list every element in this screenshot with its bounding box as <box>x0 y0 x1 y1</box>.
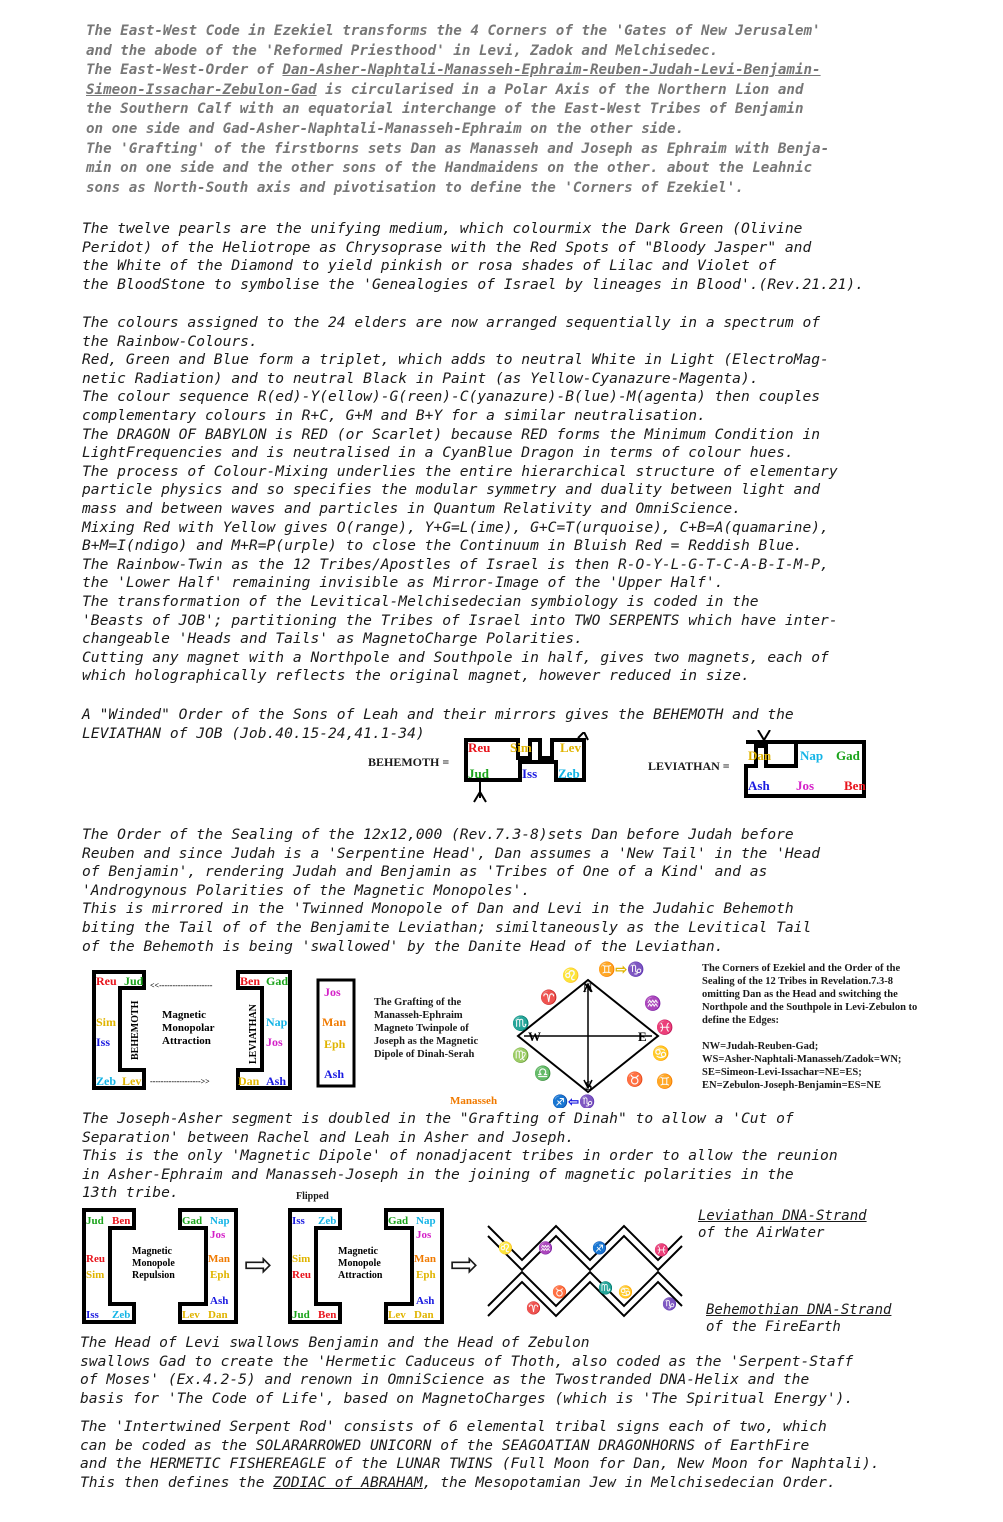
text-line: Mixing Red with Yellow gives O(range), Y+G=L(ime), G+C=T(urquoise), C+B=A(quamarine), <box>82 518 829 536</box>
text-line: The Order of the Sealing of the 12x12,000 (Rev.7.3-8)sets Dan before Judah before <box>82 826 794 843</box>
text-line: the 'Lower Half' remaining invisible as Mirror-Image of the 'Upper Half'. <box>82 574 724 592</box>
leo-icon: ♌ <box>562 969 580 984</box>
tribe-ben: Ben <box>112 1215 131 1227</box>
intro-line: The East-West-Order of Dan-Asher-Naphtali-Manasseh-Ephraim-Reuben-Judah-Levi-Benjamin- <box>86 62 821 79</box>
behemoth-serpent-diagram <box>460 732 590 804</box>
text-line: Separation' between Rachel and Leah in Asher and Joseph. <box>82 1128 575 1146</box>
tribe-jud: Jud <box>292 1309 310 1321</box>
text-line: Peridot) of the Heliotrope as Chrysoprase with the Red Spots of "Bloody Jasper" and <box>82 238 812 256</box>
intro-line: Simeon-Issachar-Zebulon-Gad is circularised in a Polar Axis of the Northern Lion and <box>86 81 804 98</box>
tribe-gad: Gad <box>388 1215 409 1227</box>
tribe-lev: Lev <box>560 740 581 755</box>
text-line: biting the Tail of of the Benjamite Leviathan; similtaneously as the Levitical Tail <box>82 918 812 936</box>
east-label: E <box>638 1029 647 1044</box>
text-line: the Rainbow-Colours. <box>82 332 258 350</box>
tribe-dan: Dan <box>748 748 772 763</box>
tribe-iss: Iss <box>522 766 538 781</box>
arrow-bottom: ------------------->> <box>150 1077 210 1086</box>
north-label: N <box>583 980 593 995</box>
scorpio-icon: ♏ <box>512 1017 530 1032</box>
monopolar-attraction-diagram <box>90 968 300 1094</box>
text-line: The Rainbow-Twin as the 12 Tribes/Apostles of Israel is then R-O-Y-L-G-T-C-A-B-I-M-P, <box>82 555 829 573</box>
tribe-ash: Ash <box>416 1295 435 1307</box>
tribe-man: Man <box>322 1015 346 1029</box>
text-line: The 'Intertwined Serpent Rod' consists of 6 elemental tribal signs each of two, which <box>80 1418 827 1435</box>
text-line: LEVIATHAN of JOB (Job.40.15-24,41.1-34) <box>82 724 425 742</box>
text-line: The DRAGON OF BABYLON is RED (or Scarlet) because RED forms the Minimum Condition in <box>82 425 821 443</box>
behemoth-label: BEHEMOTH = <box>368 755 450 769</box>
ezekiel-corners-compass <box>450 960 690 1108</box>
dna-helix-diagram <box>482 1212 692 1330</box>
tribe-reu: Reu <box>468 740 491 755</box>
leviathan-dna-label: Leviathan DNA-Strand of the AirWater <box>698 1208 867 1241</box>
flipped-label: Flipped <box>296 1191 329 1202</box>
monopolar-caption: Magnetic <box>162 1009 206 1021</box>
tribe-jos: Jos <box>416 1229 432 1241</box>
grafting-caption: The Grafting of the Manasseh-Ephraim Magneto Twinpole of Joseph as the Magnetic Dipole of Dinah-Serah <box>374 997 479 1060</box>
leviathan-serpent-diagram <box>740 730 872 802</box>
intro-line: sons as North-South axis and pivotisation to define the 'Corners of Ezekiel'. <box>86 179 744 196</box>
tribe-ash: Ash <box>324 1067 345 1081</box>
south-label: S <box>585 1078 593 1093</box>
tribe-nap: Nap <box>416 1215 436 1227</box>
tribe-ash: Ash <box>266 1074 287 1088</box>
aries-icon: ♈ <box>526 1301 541 1315</box>
corners-caption: The Corners of Ezekiel and the Order of the Sealing of the 12 Tribes in Revelation.7.3-8 omitting Dan as the Head and switching the Northpole and the Southpole in Levi-Zebulon to define the Edges: NW=Judah-Reuben-Gad; WS=Asher-Naphtali-Manasseh/Zadok=WN; SE=Simeon-Levi-Issachar=NE=ES; EN=Zebulon-Joseph-Benjamin=ES=NE <box>702 963 918 1091</box>
text-line: the BloodStone to symbolise the 'Genealogies of Israel by lineages in Blood'.(Rev.21.21). <box>82 275 864 293</box>
text-line: 'Androgynous Polarities of the Magnetic Monopoles'. <box>82 881 531 899</box>
text-line: netic Radiation) and to neutral Black in Paint (as Yellow-Cyanazure-Magenta). <box>82 369 759 387</box>
tribe-jud: Jud <box>124 974 144 988</box>
text-line: of Moses' (Ex.4.2-5) and renown in OmniScience as the Twostranded DNA-Helix and the <box>80 1371 810 1389</box>
west-label: W <box>528 1029 541 1044</box>
tribe-ben: Ben <box>240 974 261 988</box>
leviathan-vertical-label: LEVIATHAN <box>248 1004 259 1064</box>
text-line: Red, Green and Blue form a triplet, which adds to neutral White in Light (ElectroMag- <box>82 351 829 369</box>
arrow-right-icon: ⇨ <box>450 1245 479 1285</box>
capricorn-icon: ♑ <box>662 1297 677 1311</box>
pisces-icon: ♓ <box>656 1021 674 1036</box>
text-line: The colours assigned to the 24 elders are now arranged sequentially in a spectrum of <box>82 314 821 331</box>
monopole-attraction-flipped-diagram <box>288 1206 448 1326</box>
cancer-icon: ♋ <box>618 1285 633 1299</box>
text-line: LightFrequencies and is neutralised in a CyanBlue Dragon in terms of colour hues. <box>82 444 794 462</box>
tribe-dan: Dan <box>414 1309 434 1321</box>
aries-icon: ♈ <box>540 991 558 1006</box>
tribe-iss: Iss <box>292 1215 305 1227</box>
intro-line: and the abode of the 'Reformed Priesthood' in Levi, Zadok and Melchisedec. <box>86 42 719 59</box>
intro-line: The 'Grafting' of the firstborns sets Dan as Manasseh and Joseph as Ephraim with Benja- <box>86 140 830 157</box>
arrow-right-icon: ⇨ <box>244 1245 273 1285</box>
attraction-caption: Magnetic <box>338 1246 378 1257</box>
tribe-reu: Reu <box>96 974 117 988</box>
intro-line: on one side and Gad-Asher-Naphtali-Manasseh-Ephraim on the other side. <box>86 120 684 137</box>
joseph-asher-paragraph <box>82 1110 962 1203</box>
behemoth-dna-label: Behemothian DNA-Strand of the FireEarth <box>706 1302 892 1335</box>
text-line: can be coded as the SOLARARROWED UNICORN of the SEAGOATIAN DRAGONHORNS of EarthFire <box>80 1436 810 1454</box>
text-line: The colour sequence R(ed)-Y(ellow)-G(reen)-C(yanazure)-B(lue)-M(agenta) then couples <box>82 388 821 406</box>
tribe-eph: Eph <box>416 1269 436 1281</box>
tribe-eph: Eph <box>210 1269 230 1281</box>
text-line: particle physics and so specifies the modular symmetry and duality between light and <box>82 481 821 499</box>
aquarius-icon: ♒ <box>644 997 662 1012</box>
tribe-man: Man <box>208 1253 230 1265</box>
repulsion-caption: Magnetic <box>132 1246 172 1257</box>
text-line: mass and between waves and particles in Quantum Relativity and OmniScience. <box>82 499 741 517</box>
zodiac-of-abraham: ZODIAC of ABRAHAM <box>273 1473 423 1491</box>
tribe-zeb: Zeb <box>558 766 580 781</box>
tribe-reu: Reu <box>292 1269 311 1281</box>
text-line: in Asher-Ephraim and Manasseh-Joseph in the joining of magnetic polarities in the <box>82 1165 794 1183</box>
tribe-jos: Jos <box>210 1229 226 1241</box>
tribe-sim: Sim <box>86 1269 105 1281</box>
tribe-ash: Ash <box>210 1295 229 1307</box>
behemoth-vertical-label: BEHEMOTH <box>130 1000 141 1060</box>
tribe-order-underlined: Dan-Asher-Naphtali-Manasseh-Ephraim-Reuben-Judah-Levi-Benjamin- <box>282 62 821 79</box>
text-line: of Benjamin', rendering Judah and Benjamin as 'Tribes of One of a Kind' and as <box>82 863 768 881</box>
text-line: This is the only 'Magnetic Dipole' of nonadjacent tribes in order to allow the reunion <box>82 1147 838 1165</box>
text-line: The twelve pearls are the unifying medium, which colourmix the Dark Green (Olivine <box>82 220 803 237</box>
tribe-sim: Sim <box>510 740 532 755</box>
tribe-dan: Dan <box>208 1309 228 1321</box>
text-line: B+M=I(ndigo) and M+R=P(urple) to close the Continuum in Bluish Red = Reddish Blue. <box>82 537 803 555</box>
text-line: This then defines the ZODIAC of ABRAHAM, the Mesopotamian Jew in Melchisedecian Order. <box>80 1473 836 1491</box>
tribe-nap: Nap <box>266 1015 288 1029</box>
aquarius-icon: ♒ <box>538 1241 553 1255</box>
text-line: changeable 'Heads and Tails' as MagnetoCharge Polarities. <box>82 630 583 648</box>
text-line: which holographically reflects the original magnet, however reduced in size. <box>82 667 750 685</box>
text-line: swallows Gad to create the 'Hermetic Caduceus of Thoth, also coded as the 'Serpent-Staff <box>80 1352 854 1370</box>
tribe-eph: Eph <box>324 1037 346 1051</box>
tribe-zeb: Zeb <box>318 1215 337 1227</box>
tribe-jos: Jos <box>324 985 341 999</box>
text-line: Reuben and since Judah is a 'Serpentine Head', Dan assumes a 'New Tail' in the 'Head <box>82 844 821 862</box>
sealing-paragraph <box>82 826 962 956</box>
sagittarius-icon: ♐⇦♑ <box>552 1094 596 1108</box>
text-line: The Head of Levi swallows Benjamin and the Head of Zebulon <box>80 1334 590 1351</box>
repulsion-caption: Repulsion <box>132 1270 175 1281</box>
grafting-column-diagram <box>316 978 356 1090</box>
tribe-jos: Jos <box>796 778 815 793</box>
tribe-zeb: Zeb <box>96 1074 117 1088</box>
text-line: Cutting any magnet with a Northpole and Southpole in half, gives two magnets, each of <box>82 648 829 666</box>
pisces-icon: ♓ <box>654 1243 669 1257</box>
tribe-zeb: Zeb <box>112 1309 131 1321</box>
text-line: of the Behemoth is being 'swallowed' by the Danite Head of the Leviathan. <box>82 937 724 955</box>
monopolar-caption: Attraction <box>162 1035 211 1047</box>
text-line: 13th tribe. <box>82 1184 179 1202</box>
text-line: complementary colours in R+C, G+M and B+Y for a similar neutralisation. <box>82 406 706 424</box>
tribe-lev: Lev <box>388 1309 406 1321</box>
tribe-lev: Lev <box>122 1074 142 1088</box>
tribe-sim: Sim <box>292 1253 311 1265</box>
arrow-top: <<-------------------- <box>150 981 213 990</box>
tribe-iss: Iss <box>96 1035 111 1049</box>
text-line: A "Winded" Order of the Sons of Leah and their mirrors gives the BEHEMOTH and the <box>82 706 794 723</box>
tribe-gad: Gad <box>836 748 860 763</box>
text-line: The Joseph-Asher segment is doubled in the "Grafting of Dinah" to allow a 'Cut of <box>82 1110 794 1127</box>
tribe-gad: Gad <box>182 1215 203 1227</box>
tribe-dan: Dan <box>238 1074 260 1088</box>
tribe-jos: Jos <box>266 1035 283 1049</box>
tribe-jud: Jud <box>468 766 489 781</box>
intro-paragraph <box>86 22 966 198</box>
caduceus-paragraph <box>80 1334 960 1408</box>
text-line: The transformation of the Levitical-Melchisedecian symbiology is coded in the <box>82 592 759 610</box>
tribe-ash: Ash <box>748 778 770 793</box>
tribe-ben: Ben <box>844 778 866 793</box>
tribe-ben: Ben <box>318 1309 337 1321</box>
gemini-icon: ♊⇨♑ <box>598 963 645 978</box>
repulsion-caption: Monopole <box>132 1258 175 1269</box>
taurus-icon: ♉ <box>626 1073 644 1088</box>
pearls-paragraph <box>82 220 962 294</box>
leo-icon: ♌ <box>498 1241 513 1255</box>
virgo-icon: ♍ <box>512 1049 530 1064</box>
intro-line: The East-West Code in Ezekiel transforms the 4 Corners of the 'Gates of New Jerusalem' <box>86 23 821 39</box>
tribe-lev: Lev <box>182 1309 200 1321</box>
tribe-nap: Nap <box>210 1215 230 1227</box>
monopolar-caption: Monopolar <box>162 1022 215 1034</box>
text-line: 'Beasts of JOB'; partitioning the Tribes of Israel into TWO SERPENTS which have inter- <box>82 611 838 629</box>
taurus-icon: ♉ <box>552 1285 567 1299</box>
tribe-man: Man <box>414 1253 436 1265</box>
intro-line: min on one side and the other sons of the Handmaidens on the other. about the Leahnic <box>86 160 813 177</box>
colours-paragraph <box>82 314 962 686</box>
text-line: The process of Colour-Mixing underlies the entire hierarchical structure of elementary <box>82 462 838 480</box>
tribe-nap: Nap <box>800 748 824 763</box>
tribe-iss: Iss <box>86 1309 99 1321</box>
text-line: the White of the Diamond to yield pinkish or rosa shades of Lilac and Violet of <box>82 257 777 275</box>
tribe-reu: Reu <box>86 1253 105 1265</box>
scorpio-icon: ♏ <box>598 1281 613 1295</box>
gemini-down-icon: ♊ <box>656 1075 674 1090</box>
serpent-rod-paragraph <box>80 1418 960 1492</box>
attraction-caption: Attraction <box>338 1270 383 1281</box>
tribe-sim: Sim <box>96 1015 117 1029</box>
manasseh-label: Manasseh <box>450 1095 498 1107</box>
intro-line: the Southern Calf with an equatorial interchange of the East-West Tribes of Benjamin <box>86 101 804 118</box>
tribe-jud: Jud <box>86 1215 104 1227</box>
leviathan-label: LEVIATHAN = <box>648 759 730 773</box>
text-line: basis for 'The Code of Life', based on MagnetoCharges (which is 'The Spiritual Energy'). <box>80 1389 854 1407</box>
cancer-icon: ♋ <box>652 1047 670 1062</box>
sagittarius-icon: ♐ <box>592 1241 607 1255</box>
attraction-caption: Monopole <box>338 1258 381 1269</box>
tribe-gad: Gad <box>266 974 289 988</box>
monopole-repulsion-diagram <box>82 1206 242 1326</box>
libra-icon: ♎ <box>534 1067 552 1082</box>
text-line: and the HERMETIC FISHEREAGLE of the LUNAR TWINS (Full Moon for Dan, New Moon for Naphtali). <box>80 1455 880 1473</box>
text-line: This is mirrored in the 'Twinned Monopole of Dan and Levi in the Judahic Behemoth <box>82 900 794 918</box>
